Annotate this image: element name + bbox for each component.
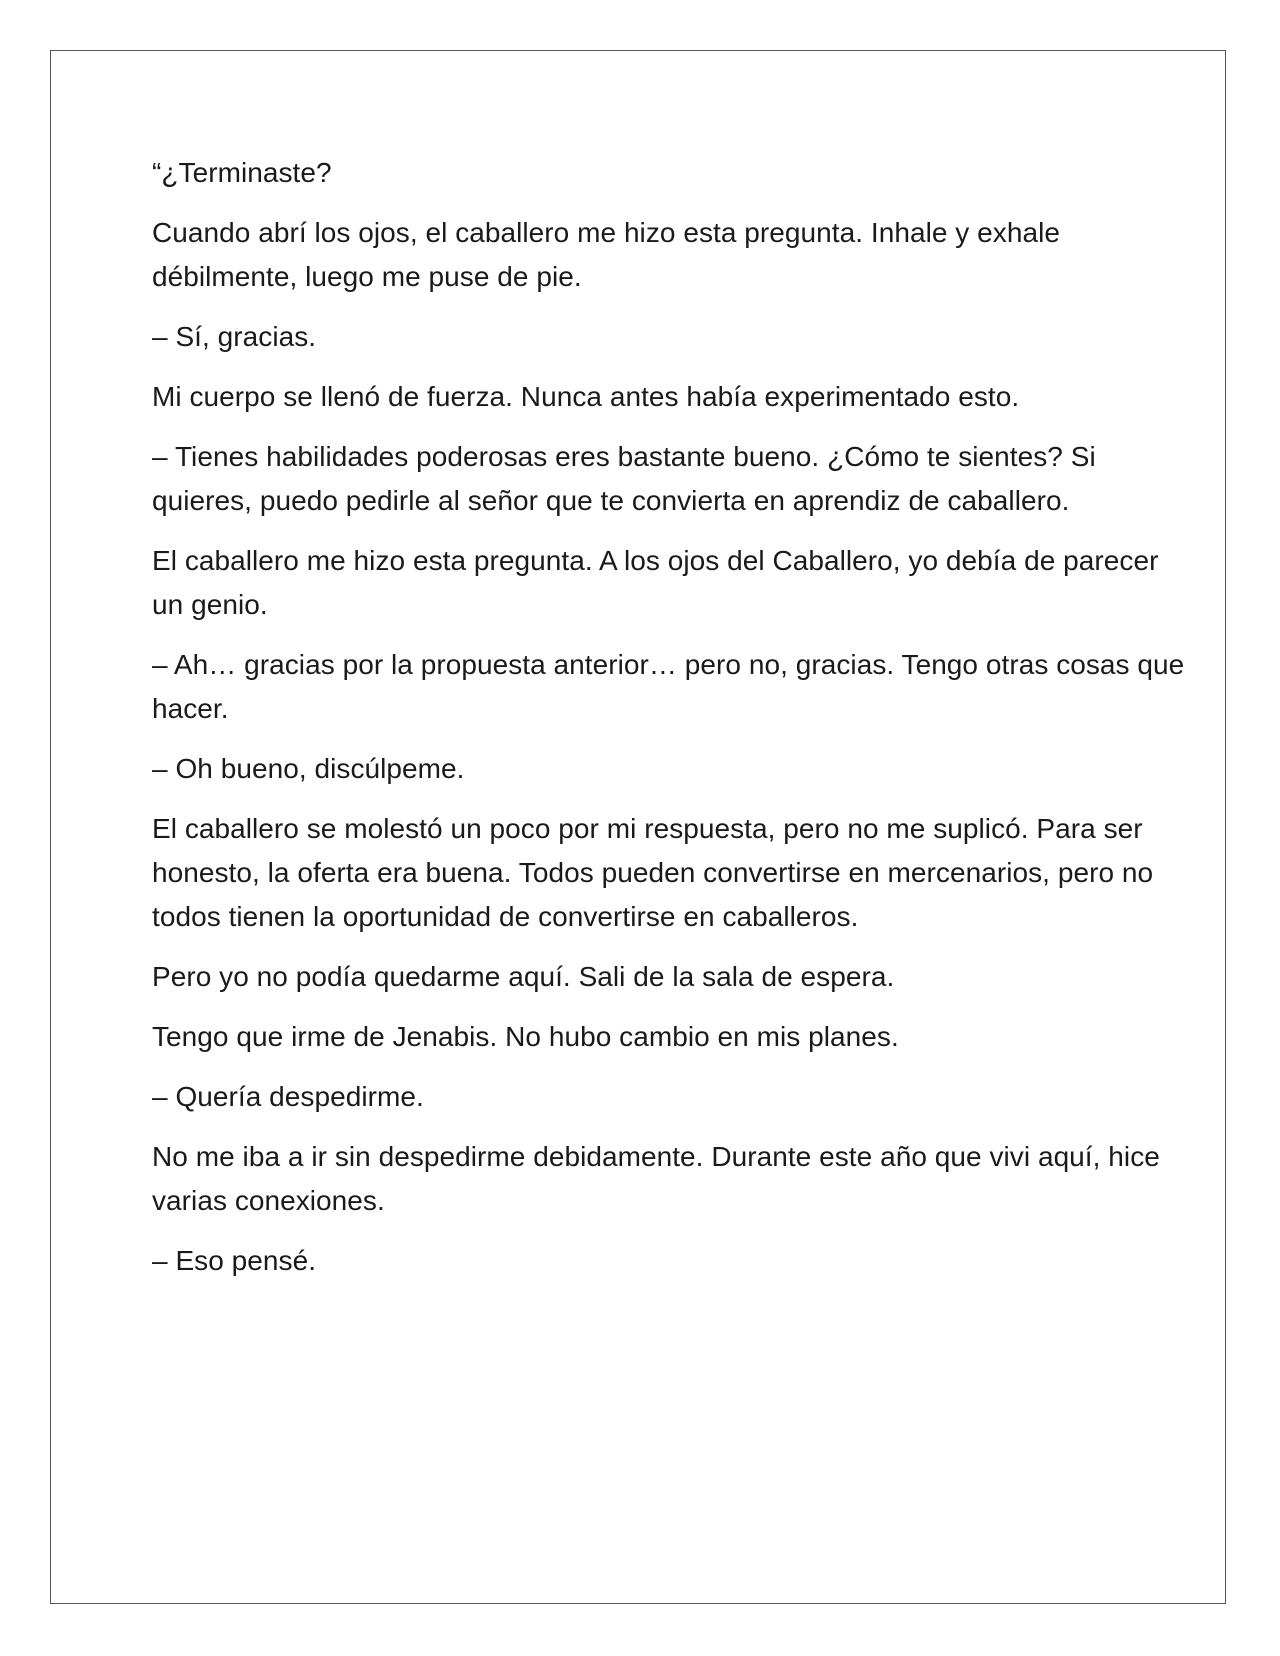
document-body: [152, 151, 1192, 1299]
paragraph: Tengo que irme de Jenabis. No hubo cambio en mis planes.: [152, 1021, 899, 1052]
paragraph: – Quería despedirme.: [152, 1081, 424, 1112]
paragraph: – Ah… gracias por la propuesta anterior… pero no, gracias. Tengo otras cosas que hacer.: [152, 649, 1185, 724]
paragraph: El caballero se molestó un poco por mi respuesta, pero no me suplicó. Para ser honesto, la oferta era buena. Todos pueden convertirse en mercenarios, pero no todos tienen la oportunidad de convertirse en caballeros.: [152, 813, 1154, 932]
paragraph: – Oh bueno, discúlpeme.: [152, 753, 465, 784]
page-frame: [50, 50, 1226, 1604]
paragraph: “¿Terminaste?: [152, 157, 332, 188]
paragraph: – Sí, gracias.: [152, 321, 317, 352]
paragraph: No me iba a ir sin despedirme debidamente. Durante este año que vivi aquí, hice varias conexiones.: [152, 1141, 1160, 1216]
paragraph: – Eso pensé.: [152, 1245, 317, 1276]
paragraph: Cuando abrí los ojos, el caballero me hizo esta pregunta. Inhale y exhale débilmente, luego me puse de pie.: [152, 217, 1060, 292]
paragraph: El caballero me hizo esta pregunta. A los ojos del Caballero, yo debía de parecer un genio.: [152, 545, 1159, 620]
paragraph: – Tienes habilidades poderosas eres bastante bueno. ¿Cómo te sientes? Si quieres, puedo pedirle al señor que te convierta en aprendiz de caballero.: [152, 441, 1096, 516]
paragraph: Pero yo no podía quedarme aquí. Sali de la sala de espera.: [152, 961, 895, 992]
paragraph: Mi cuerpo se llenó de fuerza. Nunca antes había experimentado esto.: [152, 381, 1020, 412]
